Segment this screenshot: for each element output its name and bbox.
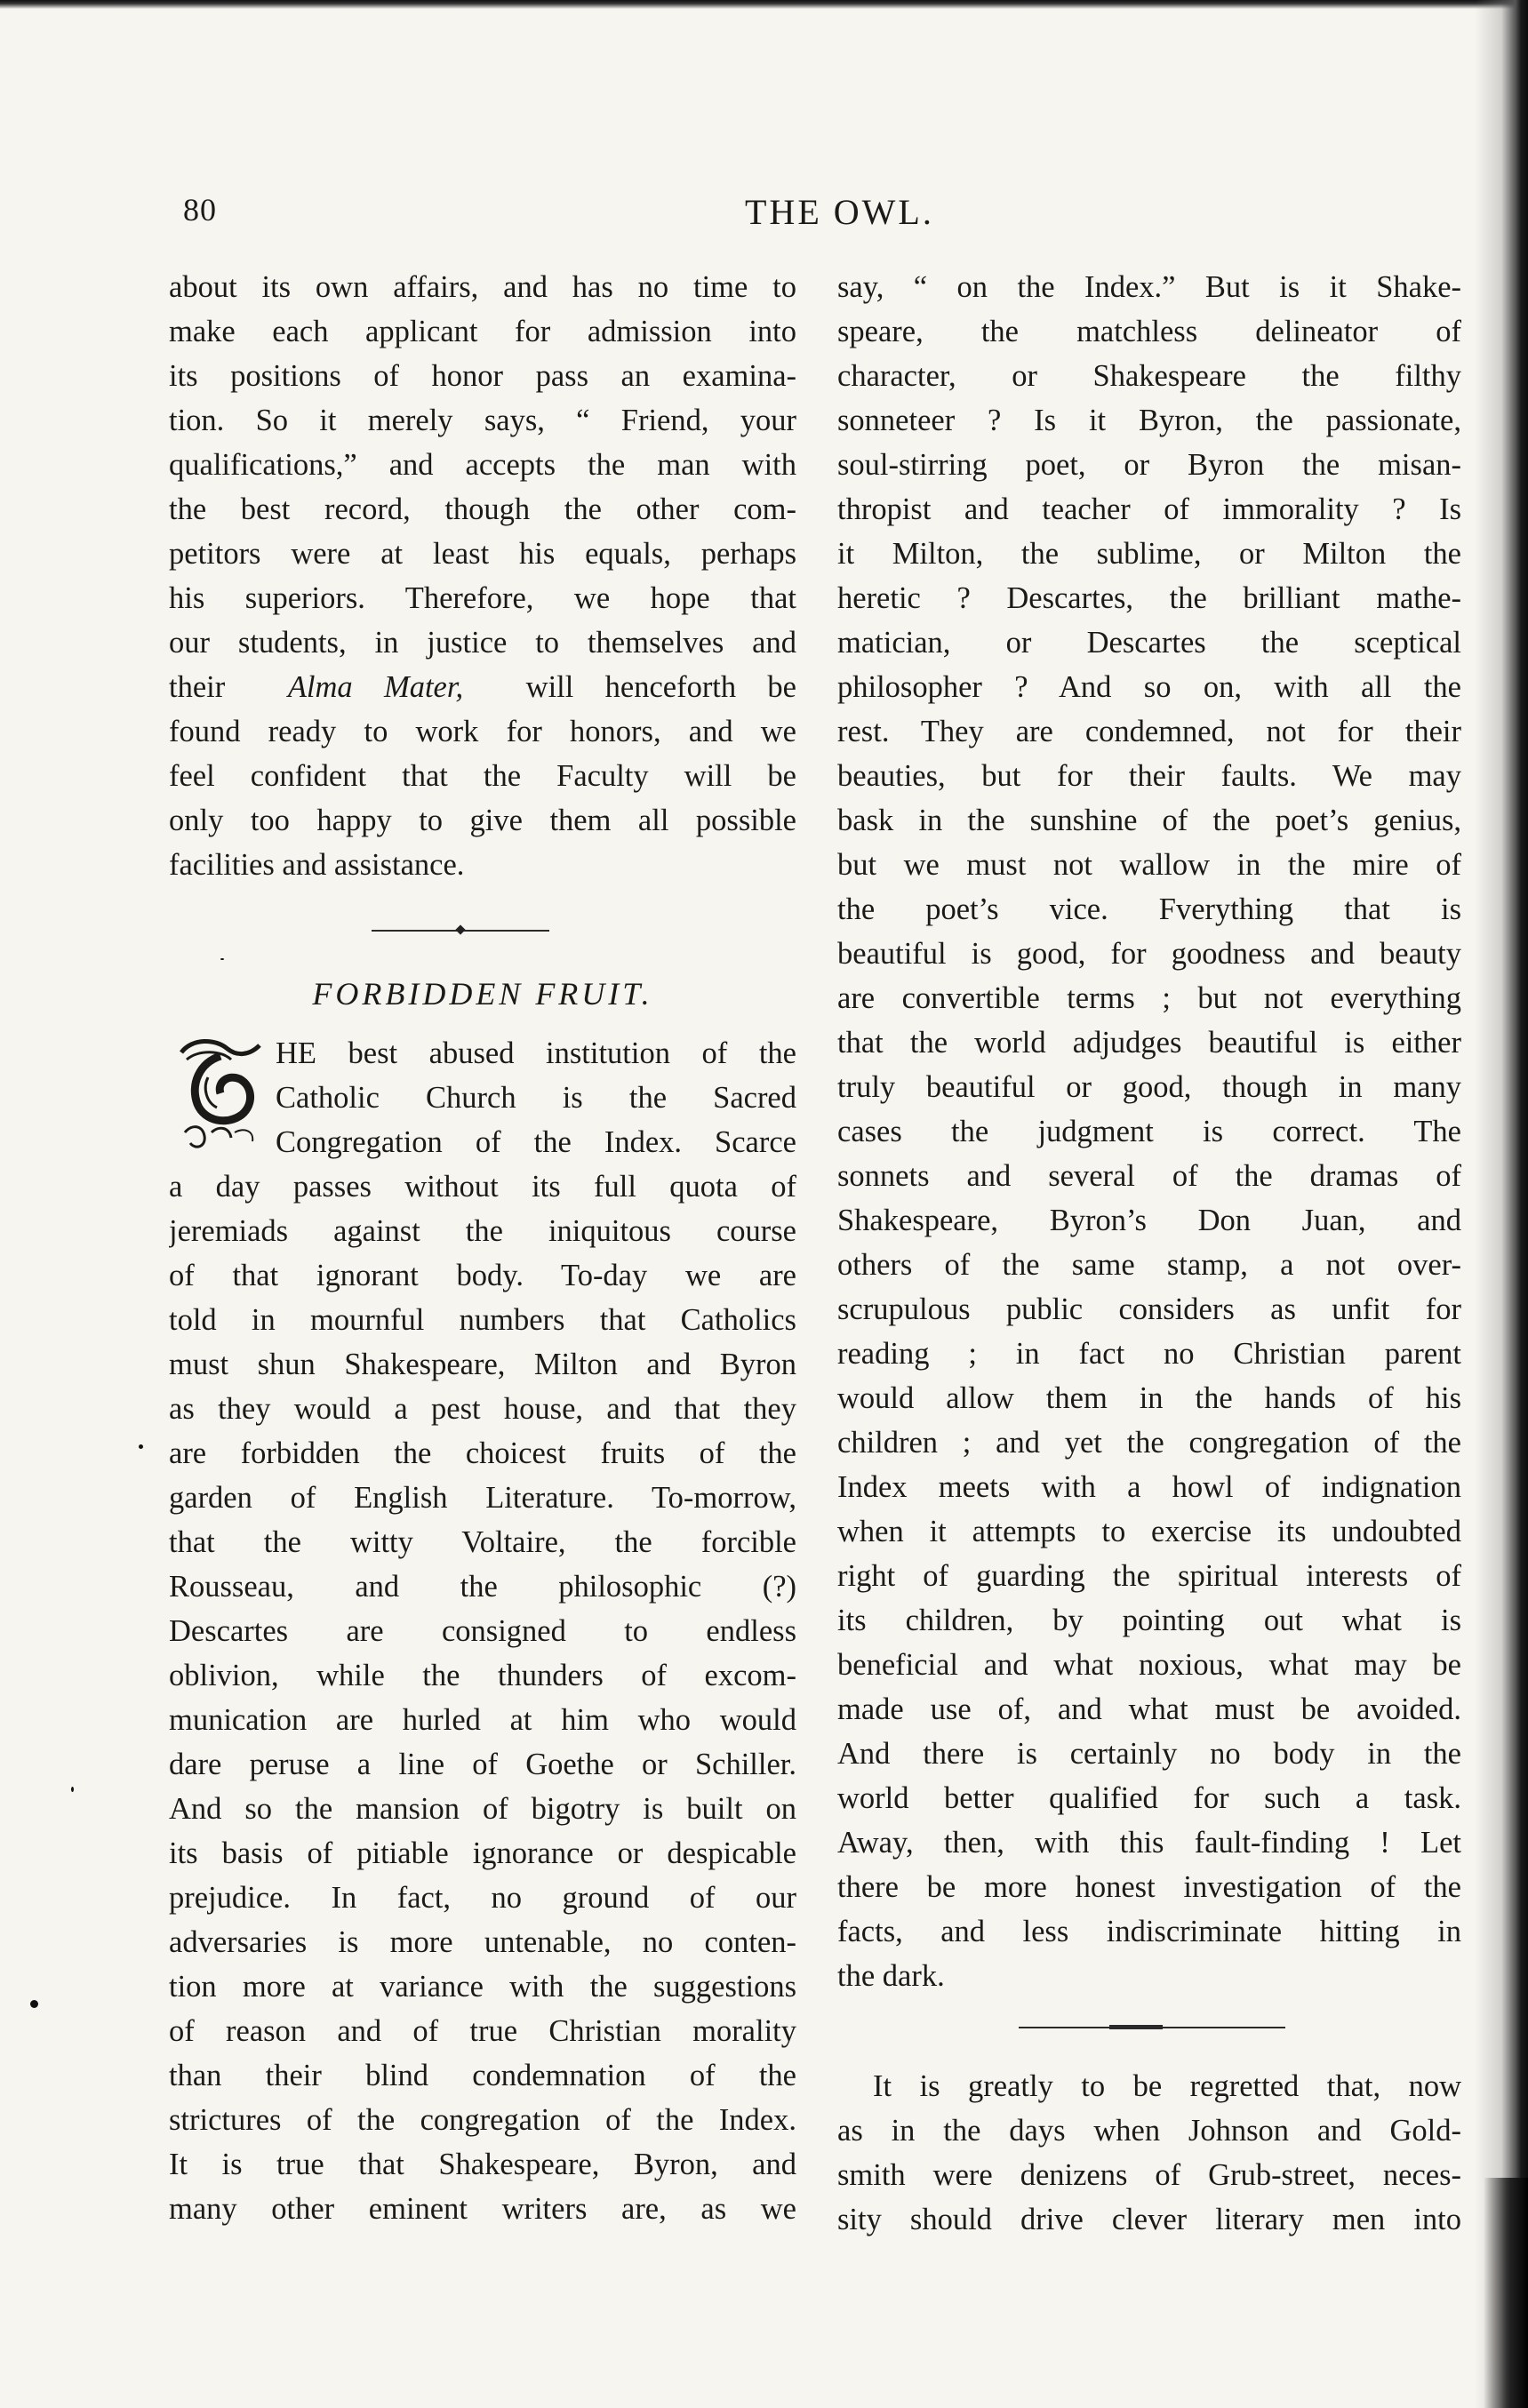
text-line: only too happy to give them all possible xyxy=(169,804,796,837)
scan-top-edge xyxy=(0,0,1528,9)
text-line: tion more at variance with the suggestions xyxy=(169,1970,796,2004)
intro-paragraph xyxy=(169,265,796,887)
text-line: truly beautiful or good, though in many xyxy=(837,1070,1461,1104)
text-line: philosopher ? And so on, with all the xyxy=(837,670,1461,704)
text-line: of reason and of true Christian morality xyxy=(169,2014,796,2048)
text-line: It is true that Shakespeare, Byron, and xyxy=(169,2148,796,2181)
text-line: our students, in justice to themselves and xyxy=(169,626,796,660)
text-line: heretic ? Descartes, the brilliant mathe- xyxy=(837,581,1461,615)
text-line: munication are hurled at him who would xyxy=(169,1703,796,1737)
scan-speck xyxy=(139,1444,143,1449)
text-line: beneficial and what noxious, what may be xyxy=(837,1648,1461,1682)
text-line: speare, the matchless delineator of xyxy=(837,315,1461,348)
text-line: made use of, and what must be avoided. xyxy=(837,1692,1461,1726)
text-line: qualifications,” and accepts the man with xyxy=(169,448,796,482)
text-line: Shakespeare, Byron’s Don Juan, and xyxy=(837,1204,1461,1237)
text-line: told in mournful numbers that Catholics xyxy=(169,1303,796,1337)
text-line: tion. So it merely says, “ Friend, your xyxy=(169,404,796,437)
text-line: the poet’s vice. Fverything that is xyxy=(837,892,1461,926)
text-line: its positions of honor pass an examina- xyxy=(169,359,796,393)
text-line: as they would a pest house, and that they xyxy=(169,1392,796,1426)
text-line: Rousseau, and the philosophic (?) xyxy=(169,1570,796,1604)
section-title: FORBIDDEN FRUIT. xyxy=(312,976,653,1012)
text-line: beautiful is good, for goodness and beauty xyxy=(837,937,1461,971)
text-line: would allow them in the hands of his xyxy=(837,1381,1461,1415)
text-line: oblivion, while the thunders of excom- xyxy=(169,1659,796,1692)
text-line: right of guarding the spiritual interests of xyxy=(837,1559,1461,1593)
scan-speck xyxy=(30,2000,38,2008)
text-line: petitors were at least his equals, perhaps xyxy=(169,537,796,571)
left-column xyxy=(169,265,796,2231)
text-line: And so the mansion of bigotry is built on xyxy=(169,1792,796,1826)
text-line: sonnets and several of the dramas of xyxy=(837,1159,1461,1193)
text-fragment: will henceforth be xyxy=(525,670,796,704)
text-line: children ; and yet the congregation of the xyxy=(837,1426,1461,1460)
dropcap-t-ornament xyxy=(172,1033,267,1157)
text-line: its basis of pitiable ignorance or despicable xyxy=(169,1836,796,1870)
grub-street-paragraph xyxy=(837,2064,1461,2242)
text-line: the best record, though the other com- xyxy=(169,492,796,526)
text-line: about its own affairs, and has no time to xyxy=(169,270,796,304)
text-line: jeremiads against the iniquitous course xyxy=(169,1214,796,1248)
scan-corner-shadow xyxy=(1484,2178,1528,2408)
text-line: when it attempts to exercise its undoubted xyxy=(837,1515,1461,1548)
text-line: character, or Shakespeare the filthy xyxy=(837,359,1461,393)
text-line: are convertible terms ; but not everything xyxy=(837,981,1461,1015)
running-head xyxy=(0,191,1528,244)
section-divider xyxy=(837,2002,1461,2057)
section-divider xyxy=(169,898,796,967)
text-line: a day passes without its full quota of xyxy=(169,1170,796,1204)
text-line: there be more honest investigation of the xyxy=(837,1870,1461,1904)
text-line: his superiors. Therefore, we hope that xyxy=(169,581,796,615)
text-line: that the witty Voltaire, the forcible xyxy=(169,1525,796,1559)
text-line: dare peruse a line of Goethe or Schiller. xyxy=(169,1748,796,1781)
text-line: Descartes are consigned to endless xyxy=(169,1614,796,1648)
text-line: facts, and less indiscriminate hitting in xyxy=(837,1915,1461,1948)
text-line: thropist and teacher of immorality ? Is xyxy=(837,492,1461,526)
text-line: facilities and assistance. xyxy=(169,848,465,882)
text-line: it Milton, the sublime, or Milton the xyxy=(837,537,1461,571)
text-line: cases the judgment is correct. The xyxy=(837,1115,1461,1148)
continued-paragraph xyxy=(837,265,1461,1998)
text-line: scrupulous public considers as unfit for xyxy=(837,1292,1461,1326)
text-line: sity should drive clever literary men into xyxy=(837,2203,1461,2236)
text-line: It is greatly to be regretted that, now xyxy=(873,2069,1461,2103)
text-line: HE best abused institution of the xyxy=(276,1036,796,1070)
text-line: sonneteer ? Is it Byron, the passionate, xyxy=(837,404,1461,437)
text-line: found ready to work for honors, and we xyxy=(169,715,796,748)
alma-mater-emphasis: Alma Mater, xyxy=(287,670,464,704)
journal-title: THE OWL. xyxy=(745,192,934,232)
forbidden-fruit-paragraph xyxy=(169,1031,796,2231)
text-line: Index meets with a howl of indignation xyxy=(837,1470,1461,1504)
text-line: garden of English Literature. To-morrow, xyxy=(169,1481,796,1515)
text-line: bask in the sunshine of the poet’s genius, xyxy=(837,804,1461,837)
text-line: rest. They are condemned, not for their xyxy=(837,715,1461,748)
text-line: adversaries is more untenable, no conten- xyxy=(169,1925,796,1959)
text-line: beauties, but for their faults. We may xyxy=(837,759,1461,793)
text-line: And there is certainly no body in the xyxy=(837,1737,1461,1771)
text-line: Away, then, with this fault-finding ! Let xyxy=(837,1826,1461,1860)
scan-speck xyxy=(71,1787,74,1792)
text-line: prejudice. In fact, no ground of our xyxy=(169,1881,796,1915)
text-line: as in the days when Johnson and Gold- xyxy=(837,2114,1461,2148)
text-line: but we must not wallow in the mire of xyxy=(837,848,1461,882)
text-line: Catholic Church is the Sacred xyxy=(276,1081,796,1115)
text-line: are forbidden the choicest fruits of the xyxy=(169,1436,796,1470)
page-number: 80 xyxy=(183,192,217,228)
text-line: strictures of the congregation of the Index. xyxy=(169,2103,796,2137)
text-line: the dark. xyxy=(837,1959,945,1993)
text-line: others of the same stamp, a not over- xyxy=(837,1248,1461,1282)
right-column xyxy=(837,265,1461,2242)
text-line: say, “ on the Index.” But is it Shake- xyxy=(837,270,1461,304)
scan-right-edge xyxy=(1475,0,1528,2408)
text-line: soul-stirring poet, or Byron the misan- xyxy=(837,448,1461,482)
text-line: smith were denizens of Grub-street, neces- xyxy=(837,2158,1461,2192)
text-line: than their blind condemnation of the xyxy=(169,2059,796,2092)
text-line: feel confident that the Faculty will be xyxy=(169,759,796,793)
scan-speck xyxy=(220,958,224,960)
text-line-with-emphasis xyxy=(169,665,796,709)
text-line: that the world adjudges beautiful is either xyxy=(837,1026,1461,1060)
text-line: reading ; in fact no Christian parent xyxy=(837,1337,1461,1371)
text-fragment: their xyxy=(169,670,226,704)
text-line: make each applicant for admission into xyxy=(169,315,796,348)
text-line: must shun Shakespeare, Milton and Byron xyxy=(169,1348,796,1381)
text-line: its children, by pointing out what is xyxy=(837,1604,1461,1637)
divider-ornament xyxy=(1109,2025,1163,2029)
text-line: many other eminent writers are, as we xyxy=(169,2192,796,2226)
divider-ornament xyxy=(455,924,465,934)
text-line: matician, or Descartes the sceptical xyxy=(837,626,1461,660)
text-line: Congregation of the Index. Scarce xyxy=(276,1125,796,1159)
text-line: world better qualified for such a task. xyxy=(837,1781,1461,1815)
text-line: of that ignorant body. To-day we are xyxy=(169,1259,796,1292)
